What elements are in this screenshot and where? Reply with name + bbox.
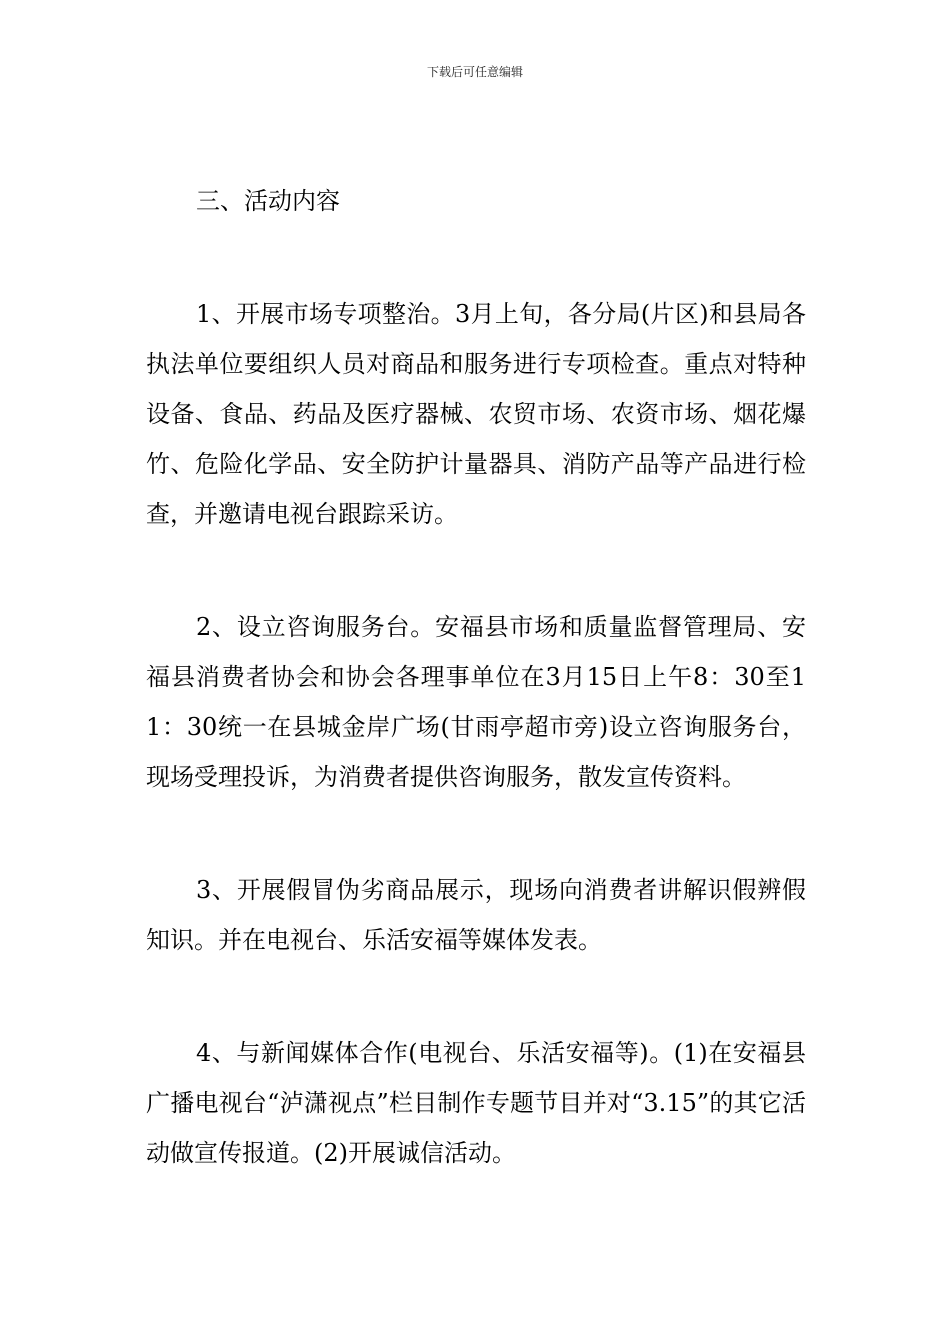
paragraph-4: 4、与新闻媒体合作(电视台、乐活安福等)。(1)在安福县广播电视台“泸潇视点”栏目制作专题节目并对“3.15”的其它活动做宣传报道。(2)开展诚信活动。 <box>146 1039 806 1167</box>
paragraph-1: 1、开展市场专项整治。3月上旬，各分局(片区)和县局各执法单位要组织人员对商品和服务进行专项检查。重点对特种设备、食品、药品及医疗器械、农贸市场、农资市场、烟花爆竹、危险化学品、安全防护计量器具、消防产品等产品进行检查，并邀请电视台跟踪采访。 <box>146 300 806 528</box>
page-header-note: 下载后可任意编辑 <box>426 65 523 79</box>
paragraph-2: 2、设立咨询服务台。安福县市场和质量监督管理局、安福县消费者协会和协会各理事单位在3月15日上午8：30至11：30统一在县城金岸广场(甘雨亭超市旁)设立咨询服务台，现场受理投诉，为消费者提供咨询服务，散发宣传资料。 <box>146 613 806 791</box>
section-title: 三、活动内容 <box>196 187 340 215</box>
paragraph-3: 3、开展假冒伪劣商品展示，现场向消费者讲解识假辨假知识。并在电视台、乐活安福等媒体发表。 <box>146 876 806 954</box>
document-body <box>146 176 806 1178</box>
